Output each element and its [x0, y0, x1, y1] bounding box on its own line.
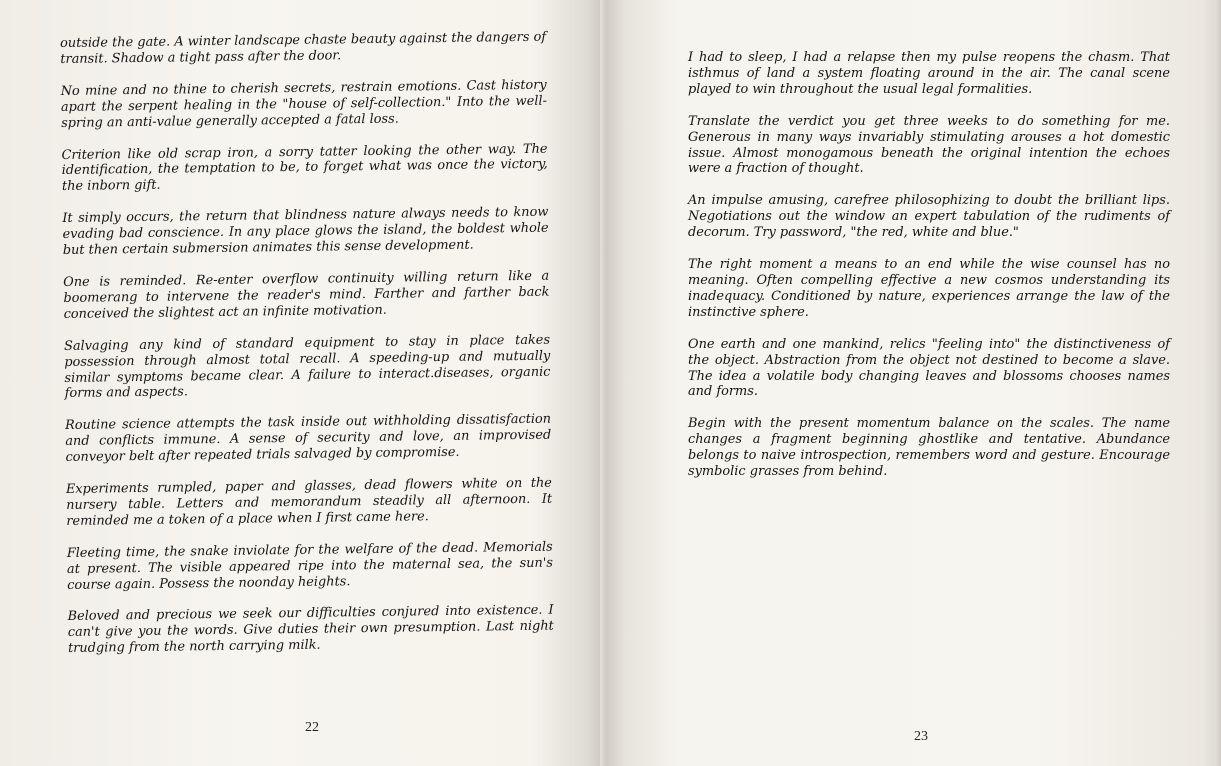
page-edge — [1215, 0, 1221, 766]
paragraph: Criterion like old scrap iron, a sorry tatter looking the other way. The identification, the temptation to be, to forget what was once the victory, the inborn gift. — [61, 141, 548, 195]
paragraph: No mine and no thine to cherish secrets, restrain emotions. Cast history apart the serpent healing in the "house of self-collection." Into the well-spring an anti-value generally accepted a fatal loss. — [60, 77, 547, 131]
paragraph: One is reminded. Re-enter overflow continuity willing return like a boomerang to intervene the reader's mind. Farther and farther back conceived the slightest act an infinite motivation. — [63, 268, 550, 322]
paragraph: Beloved and precious we seek our difficulties conjured into existence. I can't give you the words. Give duties their own presumption. Last night trudging from the north carrying milk. — [67, 603, 554, 657]
paragraph: Experiments rumpled, paper and glasses, dead flowers white on the nursery table. Letters and memorandum steadily all afternoon. It reminded me a token of a place when I first came here. — [65, 475, 553, 529]
paragraph: An impulse amusing, carefree philosophizing to doubt the brilliant lips. Negotiations out the window an expert tabulation of the rudiments of decorum. Try password, "the red, white and blue." — [688, 193, 1170, 241]
page-number-left: 22 — [305, 720, 319, 735]
paragraph: I had to sleep, I had a relapse then my pulse reopens the chasm. That isthmus of land a system floating around in the air. The canal scene played to win throughout the usual legal formalities. — [688, 50, 1170, 97]
paragraph: It simply occurs, the return that blindness nature always needs to know evading bad conscience. In any place glows the island, the boldest whole but then certain submersion animates this sense development. — [62, 204, 549, 259]
paragraph: Begin with the present momentum balance on the scales. The name changes a fragment beginning ghostlike and tentative. Abundance belongs to naive introspection, remembers word and gesture. Encourage symbolic grasses from behind. — [688, 416, 1170, 480]
paragraph: Salvaging any kind of standard equipment to stay in place takes possession through almost total recall. A speeding-up and mutually similar symptoms became clear. A failure to interact.diseases, organic forms and aspects. — [63, 332, 551, 402]
paragraph: Routine science attempts the task inside out withholding dissatisfaction and conflicts immune. A sense of security and love, an improvised conveyor belt after repeated trials salvaged by compromise. — [65, 411, 552, 466]
paragraph: Translate the verdict you get three weeks to do something for me. Generous in many ways invariably stimulating arouses a hot domestic issue. Almost monogamous beneath the original intention the echoes were a fraction of thought. — [688, 113, 1170, 177]
right-page-text — [688, 50, 1170, 496]
paragraph: Fleeting time, the snake inviolate for the welfare of the dead. Memorials at present. The visible appeared ripe into the maternal sea, the sun's course again. Possess the noonday heights. — [66, 539, 554, 593]
page-number-right: 23 — [914, 729, 928, 744]
left-page-text — [60, 30, 554, 673]
paragraph: The right moment a means to an end while the wise counsel has no meaning. Often compelling effective a new cosmos understanding its inadequacy. Conditioned by nature, experiences arrange the law of the instinctive sphere. — [688, 257, 1170, 320]
paragraph: outside the gate. A winter landscape chaste beauty against the dangers of transit. Shadow a tight pass after the door. — [60, 29, 547, 67]
paragraph: One earth and one mankind, relics "feeling into" the distinctiveness of the object. Abstraction from the object not destined to become a slave. The idea a volatile body changing leaves and blossoms chooses names and forms. — [688, 336, 1170, 400]
